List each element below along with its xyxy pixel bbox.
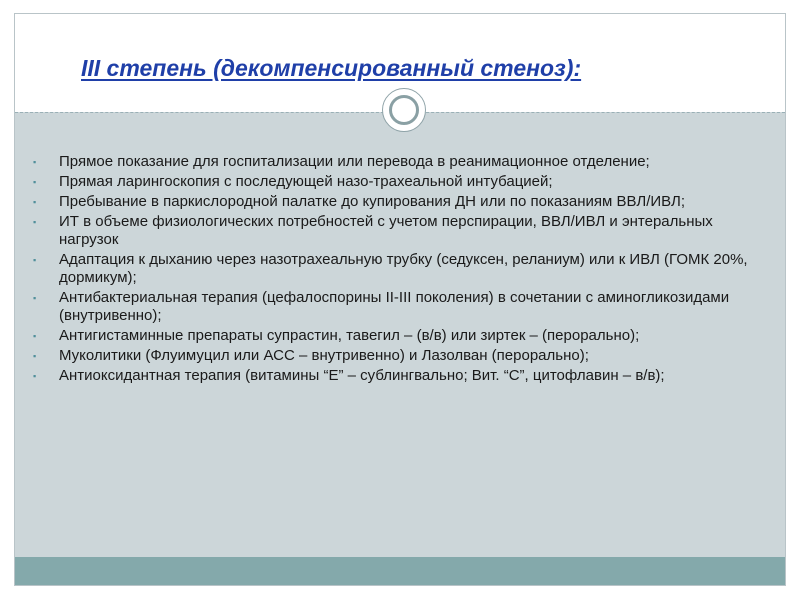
list-item-text: Адаптация к дыханию через назотрахеальную трубку (седуксен, реланиум) или к ИВЛ (ГОМК 20%, дормикум); <box>59 251 748 286</box>
bullet-icon: ▪ <box>33 197 37 207</box>
list-item <box>33 327 773 345</box>
bullet-icon: ▪ <box>33 255 37 265</box>
bullet-icon: ▪ <box>33 293 37 303</box>
bullet-icon: ▪ <box>33 351 37 361</box>
list-item <box>33 193 773 211</box>
bullet-list <box>33 153 773 387</box>
list-item <box>33 153 773 171</box>
list-item <box>33 347 773 365</box>
slide-title: III степень (декомпенсированный стеноз): <box>81 55 582 81</box>
list-item-text: Антибактериальная терапия (цефалоспорины II-III поколения) в сочетании с аминогликозидами (внутривенно); <box>59 289 730 324</box>
list-item-text: Пребывание в паркислородной палатке до купирования ДН или по показаниям ВВЛ/ИВЛ; <box>59 193 685 210</box>
list-item-text: Прямое показание для госпитализации или перевода в реанимационное отделение; <box>59 153 650 170</box>
bullet-icon: ▪ <box>33 157 37 167</box>
circle-ornament-inner <box>389 95 419 125</box>
list-item <box>33 289 773 325</box>
bullet-icon: ▪ <box>33 177 37 187</box>
bullet-icon: ▪ <box>33 331 37 341</box>
bullet-icon: ▪ <box>33 217 37 227</box>
bullet-icon: ▪ <box>33 371 37 381</box>
list-item-text: Антиоксидантная терапия (витамины “Е” – сублингвально; Вит. “С”, цитофлавин – в/в); <box>59 367 665 384</box>
slide <box>14 13 786 586</box>
list-item-text: Муколитики (Флуимуцил или АСС – внутривенно) и Лазолван (перорально); <box>59 347 589 364</box>
list-item <box>33 173 773 191</box>
list-item <box>33 251 773 287</box>
list-item-text: Антигистаминные препараты супрастин, тавегил – (в/в) или зиртек – (перорально); <box>59 327 640 344</box>
circle-ornament-icon <box>382 88 426 132</box>
footer-band <box>15 557 785 585</box>
list-item <box>33 367 773 385</box>
list-item <box>33 213 773 249</box>
list-item-text: Прямая ларингоскопия с последующей назо-трахеальной интубацией; <box>59 173 553 190</box>
list-item-text: ИТ в объеме физиологических потребностей с учетом перспирации, ВВЛ/ИВЛ и энтеральных нагрузок <box>59 213 713 248</box>
